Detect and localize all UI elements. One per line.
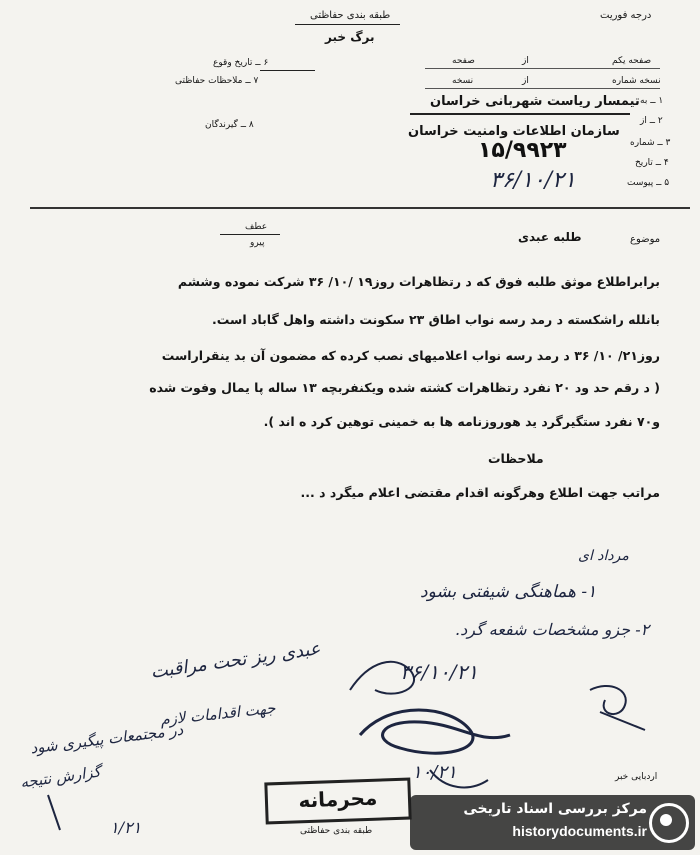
page-row-label: صفحه یکم	[612, 56, 652, 66]
body-line-1: برابراطلاع موثق طلبه فوق که د رتظاهرات روز۱۹ /۱۰/ ۳۶ شرکت نموده وششم	[177, 274, 660, 289]
stamp-box	[264, 777, 411, 824]
from-value: سازمان اطلاعات وامنیت خراسان	[408, 124, 620, 139]
note-left-1: جهت اقدامات لازم	[159, 699, 277, 729]
date-value: ۳۶/۱۰/۲۱	[490, 168, 576, 193]
note-left-0: عبدی ریز تحت مراقبت	[149, 638, 322, 683]
watermark-url: historydocuments.ir	[512, 823, 647, 839]
field-security-notes: ۷ ــ ملاحظات حفاظتی	[175, 76, 259, 86]
note-right-2: ۲- جزو مشخصات شفعه گرد.	[455, 620, 650, 639]
hand-date-2: ۱۰/۲۱	[412, 762, 457, 783]
field-date: ۴ ــ تاریخ	[635, 158, 669, 168]
watermark	[410, 795, 695, 850]
field-incident-date: ۶ ــ تاریخ وقوع	[213, 58, 269, 68]
signature-scribble-right	[590, 686, 645, 730]
field-from: ۲ ــ از	[640, 116, 663, 126]
subject-value: طلبه عبدی	[518, 230, 582, 244]
watermark-title: مرکز بررسی اسناد تاریخی	[463, 801, 647, 817]
stamp-text: محرمانه	[298, 785, 378, 813]
body-line-2: بانلله راشکسته د رمد رسه نواب اطاق ۲۳ سکونت داشته واهل گاباد است.	[212, 312, 660, 327]
page-row-from: از	[522, 56, 529, 66]
field-to: ۱ ــ به	[640, 96, 664, 106]
archive-label: اردبایی خبر	[615, 772, 658, 782]
signature-scribble-top	[350, 662, 414, 694]
signature-scribble-bottom	[430, 770, 488, 787]
page-row-page: صفحه	[452, 56, 475, 66]
margin-slash	[48, 795, 60, 830]
number-value: ۱۵/۹۹۲۳	[478, 138, 567, 163]
copy-row-label: نسخه شماره	[612, 76, 661, 86]
follow-label: پیرو	[250, 238, 265, 248]
body-line-5: و۷۰ نفرد ستگیرگرد ید هوروزنامه ها به خمینی توهین کرد ه اند ).	[263, 414, 660, 429]
field-recipients: ۸ ــ گیرندگان	[205, 120, 254, 130]
field-attachment: ۵ ــ پیوست	[627, 178, 670, 188]
ref-label: عطف	[245, 222, 268, 232]
urgency-label: درجه فوریت	[600, 10, 652, 21]
classification-bottom: طبقه بندی حفاظتی	[300, 826, 373, 836]
notes-heading: ملاحظات	[488, 451, 544, 466]
body-line-4: ( د رقم حد ود ۲۰ نفرد رتظاهرات کشته شده ویکنفربچه ۱۳ ساله پا یمال وفوت شده	[149, 380, 660, 395]
hand-date-1: ۳۶/۱۰/۲۱	[400, 660, 478, 684]
body-line-7: مراتب جهت اطلاع وهرگونه اقدام مقتضی اعلام میگرد د ...	[300, 485, 660, 500]
to-value: تیمسار ریاست شهربانی خراسان	[430, 94, 640, 109]
subject-label: موضوع	[630, 234, 661, 245]
field-number: ۳ ــ شماره	[630, 138, 671, 148]
note-left-2: در مجتمعات پیگیری شود	[29, 720, 185, 758]
classification-top: طبقه بندی حفاظتی	[310, 10, 391, 21]
copy-row-from: از	[522, 76, 529, 86]
copy-row-copy: نسخه	[452, 76, 474, 86]
signature-scribble-center	[360, 710, 510, 753]
note-left-3: گزارش نتیجه	[19, 762, 102, 792]
note-right-0: مرداد ای	[578, 548, 629, 564]
body-line-3: روز۲۱/ ۱۰/ ۳۶ د رمد رسه نواب اعلامیهای نصب کرده که مضمون آن بد ینقراراست	[161, 348, 660, 363]
form-title: برگ خبر	[325, 30, 375, 44]
hand-date-3: ۱/۲۱	[110, 818, 142, 837]
note-right-1: ۱- هماهنگی شیفتی بشود	[420, 582, 597, 602]
watermark-logo-icon	[649, 803, 689, 843]
